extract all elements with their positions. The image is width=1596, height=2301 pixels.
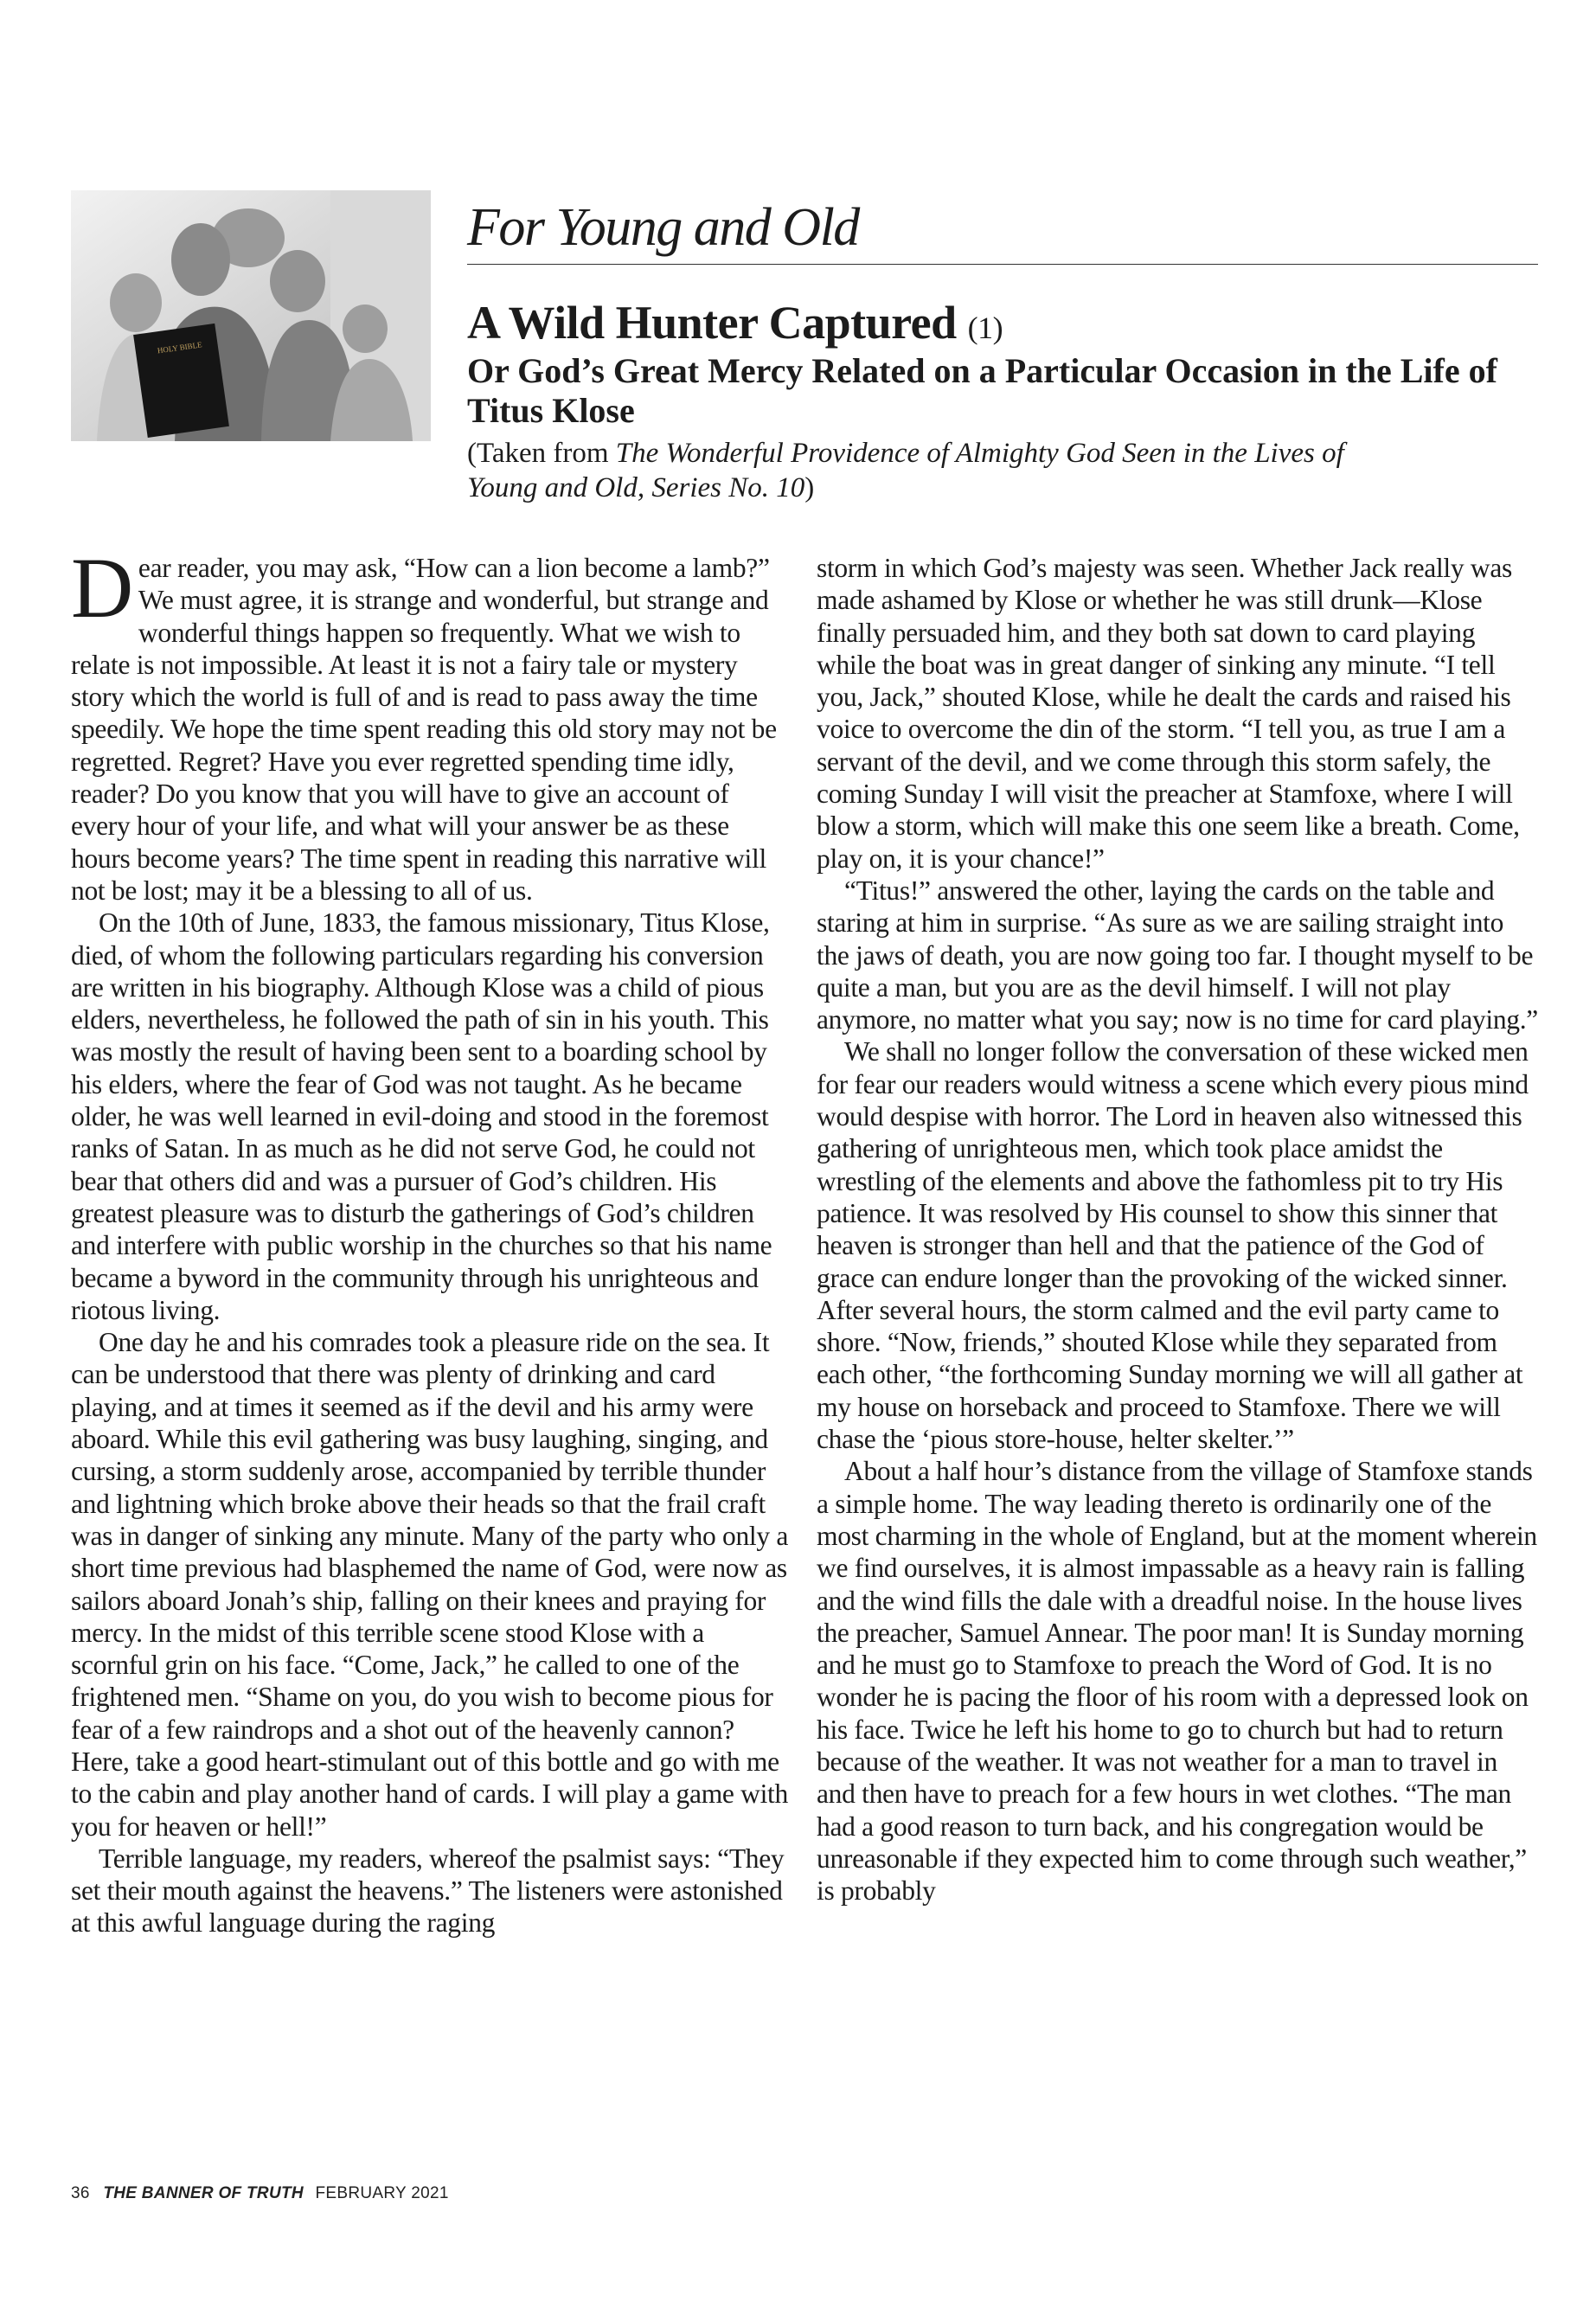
title-divider: [467, 264, 1538, 265]
page-number: 36: [71, 2184, 90, 2202]
family-reading-bible-photo: [71, 190, 431, 441]
source-title: The Wonderful Providence of Almighty God Seen in the Lives of Young and Old, Series No. 10: [467, 438, 1344, 503]
page-footer: [71, 2184, 449, 2203]
paragraph-1: [71, 540, 789, 907]
source-close: ): [804, 472, 815, 503]
drop-cap: D: [71, 540, 133, 636]
paragraph-3: One day he and his comrades took a pleasure ride on the sea. It can be understood that there was plenty of drinking and card playing, and at times it seemed as if the devil and his army were aboard. While this evil gathering was busy laughing, singing, and cursing, a storm suddenly arose, accompanied by terrible thunder and lightning which broke above their heads so that the frail craft was in danger of sinking any minute. Many of the party who only a short time previous had blasphemed the name of God, were now as sailors aboard Jonah’s ship, falling on their knees and praying for mercy. In the midst of this terrible scene stood Klose with a scornful grin on his face. “Come, Jack,” he called to one of the frightened men. “Shame on you, do you wish to become pious for fear of a few raindrops and a shot out of the heavenly cannon? Here, take a good heart-stimulant out of this bottle and go with me to the cabin and play another hand of cards. I will play a game with you for heaven or hell!”: [71, 1327, 789, 1842]
left-column: [71, 540, 789, 1939]
publication-name: THE BANNER OF TRUTH: [103, 2184, 304, 2202]
paragraph-7: We shall no longer follow the conversation of these wicked men for fear our readers would witness a scene which every pious mind would despise with horror. The Lord in heaven also witnessed this gathering of unrighteous men, which took place amidst the wrestling of the elements and above the fathomless pit to try His patience. It was resolved by His counsel to show this sinner that heaven is stronger than hell and that the patience of the God of grace can endure longer than the provoking of the wicked sinner. After several hours, the storm calmed and the evil party came to shore. “Now, friends,” shouted Klose while they separated from each other, “the forthcoming Sunday morning we will all gather at my house on horseback and proceed to Stamfoxe. There we will chase the ‘pious store-house, helter skelter.’”: [817, 1036, 1529, 1455]
paragraph-8: About a half hour’s distance from the village of Stamfoxe stands a simple home. The way leading thereto is ordinarily one of the most charming in the whole of England, but at the moment wherein we find ourselves, it is almost impassable as a heavy rain is falling and the wind fills the dale with a dreadful noise. In the house lives the preacher, Samuel Annear. The poor man! It is Sunday morning and he must go to Stamfoxe to preach the Word of God. It is no wonder he is pacing the floor of his room with a depressed look on his face. Twice he left his home to go to church but had to return because of the weather. It was not weather for a man to travel in and then have to preach for a few hours in wet clothes. “The man had a good reason to turn back, and his congregation would be unreasonable if they expected him to come through such weather,” is probably: [817, 1456, 1537, 1907]
bible-label: HOLY BIBLE: [157, 340, 203, 356]
paragraph-5: storm in which God’s majesty was seen. Whether Jack really was made ashamed by Klose or whether he was still drunk—Klose finally persuaded him, and they both sat down to card playing while the boat was in great danger of sinking any minute. “I tell you, Jack,” shouted Klose, while he dealt the cards and raised his voice to overcome the din of the storm. “I tell you, as true I am a servant of the devil, and we come through this storm safely, the coming Sunday I will visit the preacher at Stamfoxe, where I will blow a storm, which will make this one seem like a breath. Come, play on, it is your chance!”: [817, 553, 1520, 874]
part-number: (1): [967, 311, 1003, 345]
paragraph-1-text: ear reader, you may ask, “How can a lion become a lamb?” We must agree, it is strange and wonderful, but strange and wonderful things happen so frequently. What we wish to relate is not impossible. At least it is not a fairy tale or mystery story which the world is full of and is read to pass away the time speedily. We hope the time spent reading this old story may not be regretted. Regret? Have you ever regretted spending time idly, reader? Do you know that you will have to give an account of every hour of your life, and what will your answer be as these hours become years? The time spent in reading this narrative will not be lost; may it be a blessing to all of us.: [71, 553, 777, 906]
article-title-text: A Wild Hunter Captured: [467, 297, 957, 349]
paragraph-2: On the 10th of June, 1833, the famous missionary, Titus Klose, died, of whom the following particulars regarding his conversion are written in his biography. Although Klose was a child of pious elders, nevertheless, he followed the path of sin in his youth. This was mostly the result of having been sent to a boarding school by his elders, where the fear of God was not taught. As he became older, he was well learned in evil-doing and stood in the foremost ranks of Satan. In as much as he did not serve God, he could not bear that others did and was a pursuer of God’s children. His greatest pleasure was to disturb the gatherings of God’s children and interfere with public worship in the churches so that his name became a byword in the community through his unrighteous and riotous living.: [71, 907, 772, 1325]
column-title: For Young and Old: [467, 198, 859, 257]
issue-date: FEBRUARY 2021: [315, 2184, 449, 2202]
article-subtitle: Or God’s Great Mercy Related on a Particular Occasion in the Life of Titus Klose: [467, 351, 1497, 430]
paragraph-4: Terrible language, my readers, whereof the psalmist says: “They set their mouth against the heavens.” The listeners were astonished at this awful language during the raging: [71, 1843, 785, 1939]
source-open: (Taken from: [467, 438, 616, 469]
article-title: [467, 297, 1003, 349]
paragraph-6: “Titus!” answered the other, laying the cards on the table and staring at him in surprise. “As sure as we are sailing straight into the jaws of death, you are now going too far. I thought myself to be quite a man, but you are as the devil himself. I will not play anymore, no matter what you say; now is no time for card playing.”: [817, 875, 1538, 1035]
right-column: [817, 552, 1540, 1907]
source-note: [467, 436, 1419, 505]
